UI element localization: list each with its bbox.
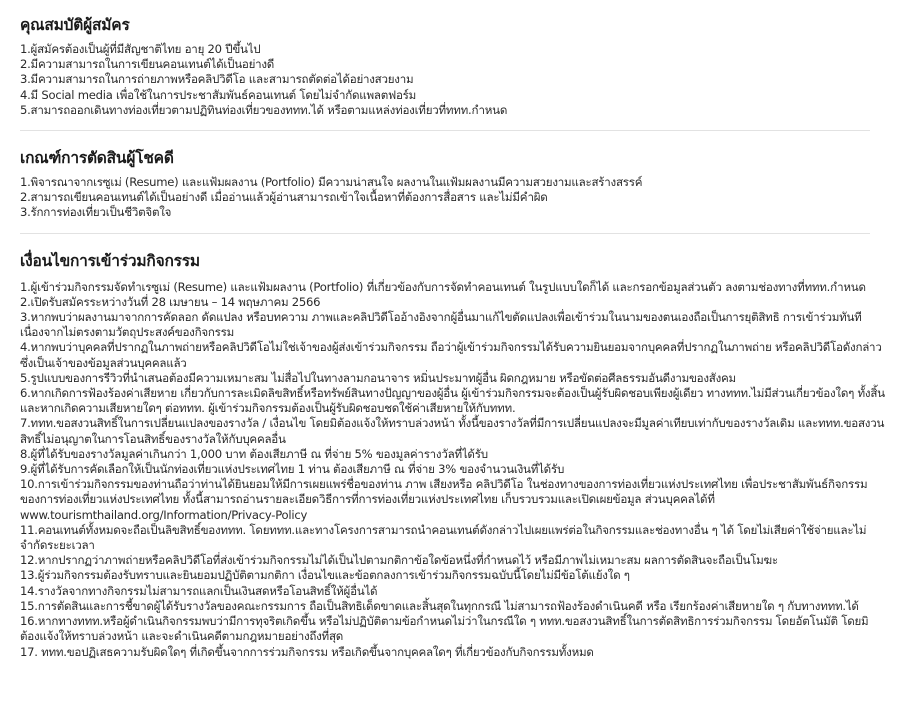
qualifications-list [20,42,886,118]
list-item: 11.คอนเทนต์ทั้งหมดจะถือเป็นลิขสิทธิ์ของททท. โดยททท.และทางโครงการสามารถนำคอนเทนต์ดังกล่าวไปเผยแพร่ต่อในกิจกรรมและช่องทางอื่น ๆ ได้ โดยไม่เสียค่าใช้จ่ายและไม่จำกัดระยะเวลา [20,522,867,553]
criteria-section [20,147,886,221]
list-item: 4.หากพบว่าบุคคลที่ปรากฏในภาพถ่ายหรือคลิปวิดีโอไม่ใช่เจ้าของผู้ส่งเข้าร่วมกิจกรรม ถือว่าผู้เข้าร่วมกิจกรรมได้รับความยินยอมจากบุคคลที่ปรากฏในภาพถ่าย หรือคลิปวิดีโอดังกล่าวซึ่งเป็นเจ้าของข้อมูลส่วนบุคคลแล้ว [20,340,882,370]
divider [20,233,870,234]
list-item: 17. ททท.ขอปฏิเสธความรับผิดใดๆ ที่เกิดขึ้นจากการร่วมกิจกรรม หรือเกิดขึ้นจากบุคคลใดๆ ที่เกี่ยวข้องกับกิจกรรมทั้งหมด [20,644,594,659]
list-item: 10.การเข้าร่วมกิจกรรมของท่านถือว่าท่านได้ยินยอมให้มีการเผยแพร่ชื่อของท่าน ภาพ เสียงหรือ คลิปวิดีโอ ในช่องทางของการท่องเที่ยวแห่งประเทศไทย เพื่อประชาสัมพันธ์กิจกรรมของการท่องเที่ยวแห่งประเทศไทย ทั้งนี้สามารถอ่านรายละเอียดวิธีการที่การท่องเที่ยวแห่งประเทศไทย เก็บรวบรวมและเปิดเผยข้อมูล ส่วนบุคคลได้ที่ www.tourismthailand.org/Information/Privacy-Policy [20,477,868,522]
list-item: 8.ผู้ที่ได้รับของรางวัลมูลค่าเกินกว่า 1,000 บาท ต้องเสียภาษี ณ ที่จ่าย 5% ของมูลค่ารางวัลที่ได้รับ [20,446,488,461]
list-item: 13.ผู้ร่วมกิจกรรมต้องรับทราบและยินยอมปฏิบัติตามกติกา เงื่อนไขและข้อตกลงการเข้าร่วมกิจกรรมฉบับนี้โดยไม่มีข้อโต้แย้งใด ๆ [20,568,630,583]
list-item: 1.ผู้เข้าร่วมกิจกรรมจัดทำเรซูเม่ (Resume) และแฟ้มผลงาน (Portfolio) ที่เกี่ยวข้องกับการจัดทำคอนเทนต์ ในรูปแบบใดก็ได้ และกรอกข้อมูลส่วนตัว ลงตามช่องทางที่ททท.กำหนด [20,279,866,294]
list-item: 5.รูปแบบของการรีวิวที่นำเสนอต้องมีความเหมาะสม ไม่สื่อไปในทางลามกอนาจาร หมิ่นประมาทผู้อื่น ผิดกฎหมาย หรือขัดต่อศีลธรรมอันดีงามของสังคม [20,370,736,385]
list-item: 2.มีความสามารถในการเขียนคอนเทนต์ได้เป็นอย่างดี [20,57,275,72]
list-item: 1.พิจารณาจากเรซูเม่ (Resume) และแฟ้มผลงาน (Portfolio) มีความน่าสนใจ ผลงานในแฟ้มผลงานมีความสวยงามและสร้างสรรค์ [20,175,643,190]
list-item: 15.การตัดสินและการชี้ขาดผู้ได้รับรางวัลของคณะกรรมการ ถือเป็นสิทธิเด็ดขาดและสิ้นสุดในทุกกรณี ไม่สามารถฟ้องร้องดำเนินคดี หรือ เรียกร้องค่าเสียหายใด ๆ กับทางททท.ได้ [20,598,859,613]
conditions-section [20,250,886,660]
list-item: 2.เปิดรับสมัครระหว่างวันที่ 28 เมษายน – 14 พฤษภาคม 2566 [20,294,321,309]
list-item: 6.หากเกิดการฟ้องร้องค่าเสียหาย เกี่ยวกับการละเมิดลิขสิทธิ์หรือทรัพย์สินทางปัญญาของผู้อื่น ผู้เข้าร่วมกิจกรรมจะต้องเป็นผู้รับผิดชอบเพียงผู้เดียว ทางททท.ไม่มีส่วนเกี่ยวข้องใดๆ ทั้งสิ้น และหากเกิดความเสียหายใดๆ ต่อททท. ผู้เข้าร่วมกิจกรรมต้องเป็นผู้รับผิดชอบชดใช้ค่าเสียหายให้กับททท. [20,386,885,416]
qualifications-section [20,14,886,118]
list-item: 16.หากทางททท.หรือผู้ดำเนินกิจกรรมพบว่ามีการทุจริตเกิดขึ้น หรือไม่ปฏิบัติตามข้อกำหนดไม่ว่าในกรณีใด ๆ ททท.ขอสงวนสิทธิ์ในการตัดสิทธิการร่วมกิจกรรม โดยอัตโนมัติ โดยมิต้องแจ้งให้ทราบล่วงหน้า และจะดำเนินคดีตามกฎหมายอย่างถึงที่สุด [20,614,869,644]
list-item: 3.หากพบว่าผลงานมาจากการคัดลอก ดัดแปลง หรือบทความ ภาพและคลิปวิดีโออ้างอิงจากผู้อื่นมาแก้ไขตัดแปลงเพื่อเข้าร่วมในนามของตนเองถือเป็นการยุติสิทธิ การเข้าร่วมทันที เนื่องจากไม่ตรงตามวัตถุประสงค์ของกิจกรรม [20,310,862,340]
conditions-list [20,280,886,660]
conditions-title: เงื่อนไขการเข้าร่วมกิจกรรม [20,251,200,270]
list-item: 7.ททท.ขอสงวนสิทธิ์ในการเปลี่ยนแปลงของรางวัล / เงื่อนไข โดยมิต้องแจ้งให้ทราบล่วงหน้า ทั้งนี้ของรางวัลที่มีการเปลี่ยนแปลงจะมีมูลค่าเทียบเท่ากับของรางวัลเดิม และททท.ขอสงวนสิทธิ์ไม่อนุญาตในการโอนสิทธิ์ของรางวัลให้กับบุคคลอื่น [20,416,885,446]
list-item: 1.ผู้สมัครต้องเป็นผู้ที่มีสัญชาติไทย อายุ 20 ปีขึ้นไป [20,42,261,56]
divider [20,130,870,131]
list-item: 12.หากปรากฏว่าภาพถ่ายหรือคลิปวิดีโอที่ส่งเข้าร่วมกิจกรรมไม่ได้เป็นไปตามกติกาข้อใดข้อหนึ่งที่กำหนดไว้ หรือมีภาพไม่เหมาะสม ผลการตัดสินจะถือเป็นโมฆะ [20,553,778,568]
list-item: 5.สามารถออกเดินทางท่องเที่ยวตามปฏิทินท่องเที่ยวของททท.ได้ หรือตามแหล่งท่องเที่ยวที่ททท.กำหนด [20,102,508,117]
list-item: 3.รักการท่องเที่ยวเป็นชีวิตจิตใจ [20,205,172,220]
qualifications-title: คุณสมบัติผู้สมัคร [20,16,130,34]
list-item: 4.มี Social media เพื่อใช้ในการประชาสัมพันธ์คอนเทนต์ โดยไม่จำกัดแพลตฟอร์ม [20,87,417,102]
list-item: 9.ผู้ที่ได้รับการคัดเลือกให้เป็นนักท่องเที่ยวแห่งประเทศไทย 1 ท่าน ต้องเสียภาษี ณ ที่จ่าย 3% ของจำนวนเงินที่ได้รับ [20,462,565,477]
criteria-list [20,175,886,221]
list-item: 3.มีความสามารถในการถ่ายภาพหรือคลิปวิดีโอ และสามารถตัดต่อได้อย่างสวยงาม [20,72,414,87]
list-item: 2.สามารถเขียนคอนเทนต์ได้เป็นอย่างดี เมื่ออ่านแล้วผู้อ่านสามารถเข้าใจเนื้อหาที่ต้องการสื่อสาร และไม่มีคำผิด [20,190,548,205]
list-item: 14.รางวัลจากทางกิจกรรมไม่สามารถแลกเป็นเงินสดหรือโอนสิทธิ์ให้ผู้อื่นได้ [20,583,378,598]
criteria-title: เกณฑ์การตัดสินผู้โชคดี [20,149,174,168]
